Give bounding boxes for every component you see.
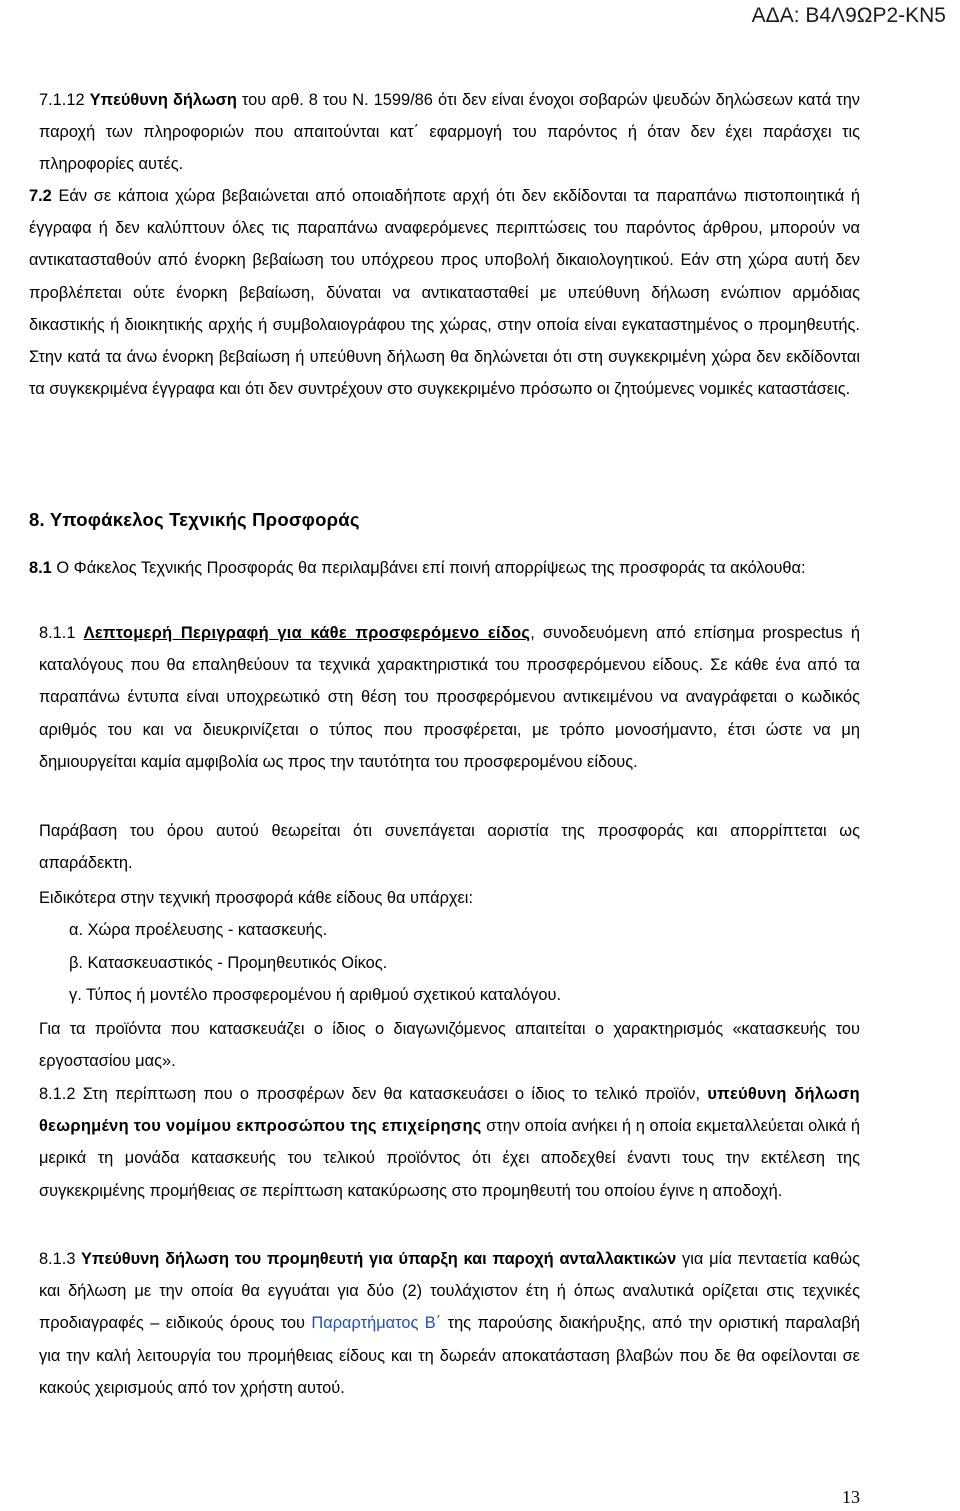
paragraph-7-2: 7.2 Εάν σε κάποια χώρα βεβαιώνεται από οποιαδήποτε αρχή ότι δεν εκδίδονται τα παραπάνω πιστοποιητικά ή έγγραφα ή δεν καλύπτουν όλες τις παραπάνω αναφερόμενες περιπτώσεις του παρόντος άρθρου, μπορούν να αντικατασταθούν από ένορκη βεβαίωση του υπόχρεου προς υποβολή δικαιολογητικού. Εάν στη χώρα αυτή δεν προβλέπεται ούτε ένορκη βεβαίωση, δύναται να αντικατασταθεί με υπεύθυνη δήλωση ενώπιον αρμόδιας δικαστικής ή διοικητικής αρχής ή συμβολαιογράφου της χώρας, στην οποία είναι εγκαταστημένος ο προμηθευτής. Στην κατά τα άνω ένορκη βεβαίωση ή υπεύθυνη δήλωση θα δηλώνεται ότι στη συγκεκριμένη χώρα δεν εκδίδονται τα συγκεκριμένα έγγραφα και ότι δεν συντρέχουν στο συγκεκριμένο πρόσωπο οι ζητούμενες νομικές καταστάσεις.: [29, 187, 860, 399]
page-number: 13: [842, 1487, 860, 1507]
paragraph-violation: Παράβαση του όρου αυτού θεωρείται ότι συνεπάγεται αοριστία της προσφοράς και απορρίπτεται ως απαράδεκτη.: [39, 822, 860, 873]
paragraph-products: Για τα προϊόντα που κατασκευάζει ο ίδιος ο διαγωνιζόμενος απαιτείται ο χαρακτηρισμός «κατασκευής του εργοστασίου μας».: [39, 1020, 860, 1071]
paragraph-8-1-1: 8.1.1 Λεπτομερή Περιγραφή για κάθε προσφερόμενο είδος, συνοδευόμενη από επίσημα prospectus ή καταλόγους που θα επαληθεύουν τα τεχνικά χαρακτηριστικά του προσφερόμενου είδους. Σε κάθε ένα από τα παραπάνω έντυπα είναι υποχρεωτικό στη θέση του προσφερόμενου αντικειμένου να αναγράφεται ο κωδικός αριθμός του και να διευκρινίζεται ο τύπος που προσφέρεται, με τρόπο μονοσήμαντο, έτσι ώστε να μη δημιουργείται καμία αμφιβολία ως προς την ταυτότητα του προσφερομένου είδους.: [39, 624, 860, 771]
ada-code: ΑΔΑ: Β4Λ9ΩΡ2-ΚΝ5: [751, 4, 946, 27]
list-item: α. Χώρα προέλευσης - κατασκευής.: [69, 921, 328, 939]
paragraph-8-1-2: 8.1.2 Στη περίπτωση που ο προσφέρων δεν θα κατασκευάσει ο ίδιος το τελικό προϊόν, υπεύθυνη δήλωση θεωρημένη του νομίμου εκπροσώπου της επιχείρησης στην οποία ανήκει ή η οποία εκμεταλλεύεται ολικά ή μερικά τη μονάδα κατασκευής του τελικού προϊόντος ότι έχει αποδεχθεί έναντι τους την εκτέλεση της συγκεκριμένης προμήθειας σε περίπτωση κατακύρωσης στο προμηθευτή του οποίου έγινε η αποδοχή.: [39, 1085, 860, 1200]
paragraph-8-1: 8.1 Ο Φάκελος Τεχνικής Προσφοράς θα περιλαμβάνει επί ποινή απορρίψεως της προσφοράς τα ακόλουθα:: [29, 559, 806, 577]
paragraph-specific: Ειδικότερα στην τεχνική προσφορά κάθε είδους θα υπάρχει:: [39, 889, 473, 907]
section-8-heading: 8. Υποφάκελος Τεχνικής Προσφοράς: [29, 509, 360, 530]
paragraph-8-1-3: 8.1.3 Υπεύθυνη δήλωση του προμηθευτή για ύπαρξη και παροχή ανταλλακτικών για μία πενταετία καθώς και δήλωση με την οποία θα εγγυάται για δύο (2) τουλάχιστον έτη ή όπως αναλυτικά ορίζεται στις τεχνικές προδιαγραφές – ειδικούς όρους του Παραρτήματος Β΄ της παρούσης διακήρυξης, από την οριστική παραλαβή για την καλή λειτουργία του προμήθειας είδους και τη δωρεάν αποκατάσταση βλαβών που δε θα οφείλονται σε κακούς χειρισμούς από τον χρήστη αυτού.: [39, 1250, 860, 1397]
annex-b-link[interactable]: Παραρτήματος Β΄: [311, 1314, 442, 1333]
list-item: γ. Τύπος ή μοντέλο προσφερομένου ή αριθμού σχετικού καταλόγου.: [69, 986, 561, 1004]
list-item: β. Κατασκευαστικός - Προμηθευτικός Οίκος.: [69, 954, 388, 972]
paragraph-7-1-12: 7.1.12 Υπεύθυνη δήλωση του αρθ. 8 του Ν. 1599/86 ότι δεν είναι ένοχοι σοβαρών ψευδών δηλώσεων κατά την παροχή των πληροφοριών που απαιτούνται κατ΄ εφαρμογή του παρόντος ή όταν δεν έχει παράσχει τις πληροφορίες αυτές.: [39, 91, 861, 174]
